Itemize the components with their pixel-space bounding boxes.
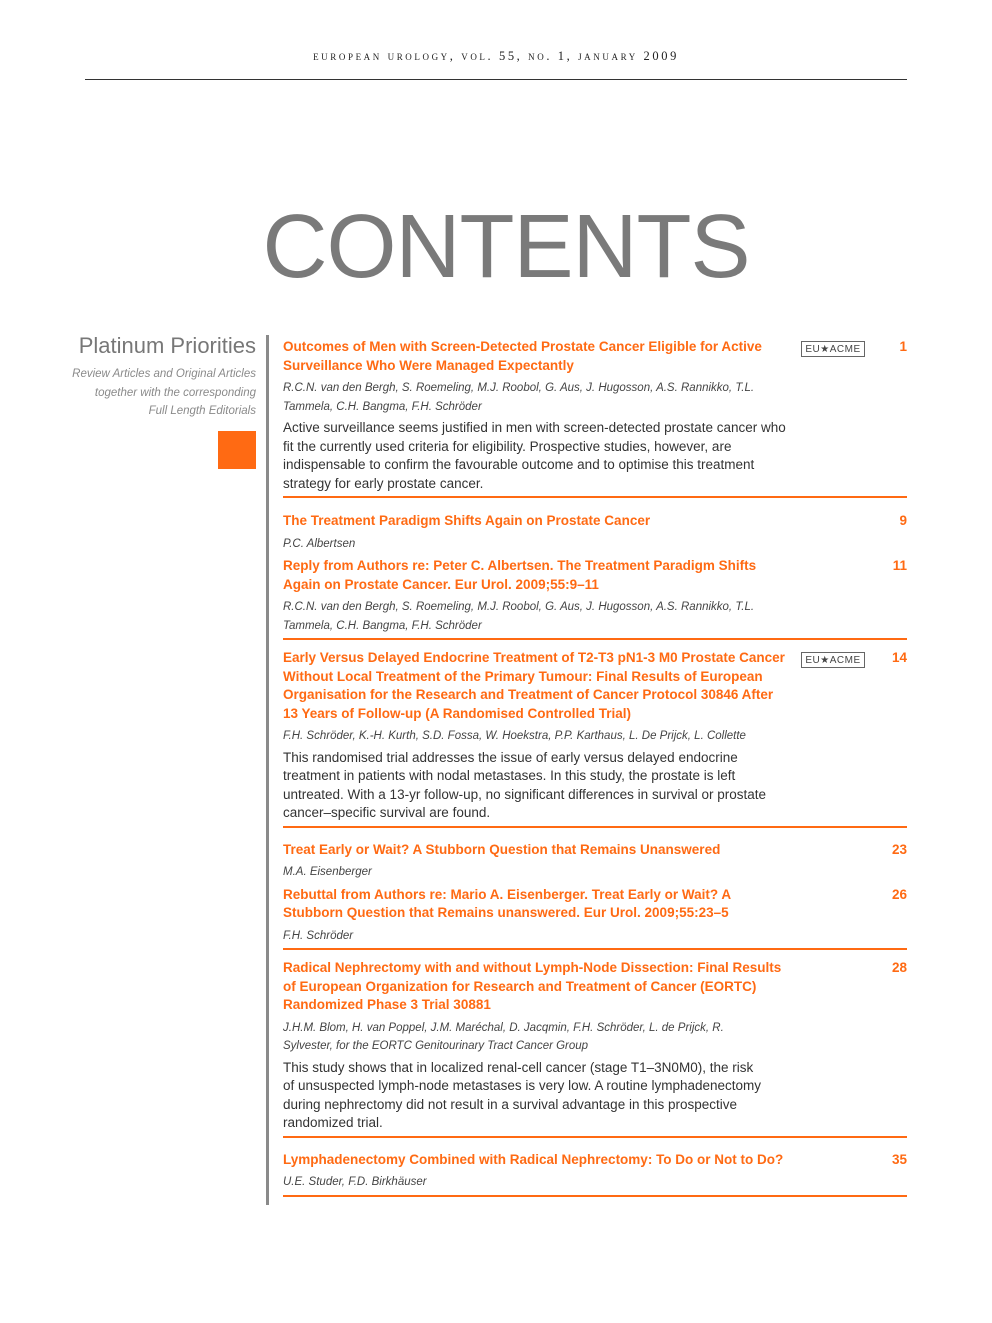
entry-authors: F.H. Schröder, K.-H. Kurth, S.D. Fossa, W. Hoekstra, P.P. Karthaus, L. De Prijck, L. Collette bbox=[283, 730, 746, 742]
entry-abstract: This randomised trial addresses the issue of early versus delayed endocrine treatment in patients with nodal metastases. In this study, the prostate is left untreated. With a 13-yr follow-up, no significant differences in survival or prostate cancer–specific survival are found. bbox=[283, 749, 766, 820]
entry-group bbox=[283, 1138, 907, 1197]
entry-authors: F.H. Schröder bbox=[283, 929, 354, 942]
entry-page-number[interactable]: 23 bbox=[891, 841, 907, 857]
entry-title[interactable]: The Treatment Paradigm Shifts Again on Prostate Cancer bbox=[283, 513, 651, 528]
section-divider-bar bbox=[266, 335, 269, 1205]
entry-authors: P.C. Albertsen bbox=[283, 537, 356, 550]
entry-authors: J.H.M. Blom, H. van Poppel, J.M. Maréchal, D. Jacqmin, F.H. Schröder, L. de Prijck, R. Sylvester, for the EORTC Genitourinary Tract Cancer Group bbox=[283, 1021, 724, 1052]
entry-authors: R.C.N. van den Bergh, S. Roemeling, M.J. Roobol, G. Aus, J. Hugosson, A.S. Rannikko, T.L. Tammela, C.H. Bangma, F.H. Schröder bbox=[283, 601, 755, 632]
section-title: Platinum Priorities bbox=[78, 333, 256, 358]
running-header: european urology, vol. 55, no. 1, january 2009 bbox=[313, 49, 679, 63]
entry-authors: M.A. Eisenberger bbox=[283, 866, 372, 878]
entry-title[interactable]: Lymphadenectomy Combined with Radical Nephrectomy: To Do or Not to Do? bbox=[283, 1151, 784, 1167]
section-desc-line: Review Articles and Original Articles bbox=[72, 368, 256, 380]
entry-title[interactable]: Rebuttal from Authors re: Mario A. Eisenberger. Treat Early or Wait? A Stubborn Question that Remains unanswered. Eur Urol. 2009;55:23–5 bbox=[283, 886, 731, 920]
section-desc-line: Full Length Editorials bbox=[148, 405, 256, 417]
entry-page-number[interactable]: 26 bbox=[891, 886, 907, 902]
section-description bbox=[50, 365, 256, 421]
entry-authors: U.E. Studer, F.D. Birkhäuser bbox=[283, 1176, 427, 1188]
entry-group bbox=[283, 828, 907, 951]
toc-entry[interactable] bbox=[283, 959, 907, 1133]
entry-abstract: This study shows that in localized renal-cell cancer (stage T1–3N0M0), the risk of unsuspected lymph-node metastases is very low. A routine lymphadenectomy during nephrectomy did not result in a survival advantage in this prospective randomized trial. bbox=[283, 1059, 762, 1130]
entry-title[interactable]: Radical Nephrectomy with and without Lymph-Node Dissection: Final Results of European Organization for Research and Treatment of Cancer (EORTC) Randomized Phase 3 Trial 30881 bbox=[283, 960, 782, 1012]
entry-page-number[interactable]: 14 bbox=[891, 650, 907, 665]
page-title: CONTENTS bbox=[262, 197, 750, 297]
toc-entry[interactable] bbox=[283, 512, 907, 553]
eu-acme-badge: EU★ACME bbox=[801, 652, 865, 668]
entry-page-number[interactable]: 28 bbox=[891, 960, 907, 975]
entry-title[interactable]: Outcomes of Men with Screen-Detected Prostate Cancer Eligible for Active Surveillance Who Were Managed Expectantly bbox=[283, 339, 762, 373]
section-panel bbox=[50, 333, 256, 469]
entry-title[interactable]: Early Versus Delayed Endocrine Treatment of T2-T3 pN1-3 M0 Prostate Cancer Without Local Treatment of the Primary Tumour: Final Results of European Organisation for the Research and Treatment of Cancer Protocol 30846 After 13 Years of Follow-up (A Randomised Controlled Trial) bbox=[283, 650, 785, 721]
entry-title[interactable]: Treat Early or Wait? A Stubborn Question that Remains Unanswered bbox=[283, 841, 721, 857]
toc-entry[interactable] bbox=[283, 338, 907, 493]
entry-authors: R.C.N. van den Bergh, S. Roemeling, M.J. Roobol, G. Aus, J. Hugosson, A.S. Rannikko, T.L. Tammela, C.H. Bangma, F.H. Schröder bbox=[283, 382, 755, 413]
entry-abstract: Active surveillance seems justified in men with screen-detected prostate cancer who fit the currently used criteria for eligibility. Prospective studies, however, are indispensable to confirm the favourable outcome and to optimise this treatment strategy for early prostate cancer. bbox=[283, 420, 786, 491]
toc-entry[interactable] bbox=[283, 557, 907, 635]
toc-entry[interactable] bbox=[283, 841, 907, 882]
toc-entry[interactable] bbox=[283, 649, 907, 823]
entry-title[interactable]: Reply from Authors re: Peter C. Albertsen. The Treatment Paradigm Shifts Again on Prostate Cancer. Eur Urol. 2009;55:9–11 bbox=[283, 558, 757, 592]
toc-entry[interactable] bbox=[283, 886, 907, 946]
contents-list bbox=[283, 334, 907, 1197]
entry-group bbox=[283, 498, 907, 640]
eu-acme-badge: EU★ACME bbox=[801, 341, 865, 357]
entry-page-number[interactable]: 1 bbox=[899, 339, 907, 354]
section-desc-line: together with the corresponding bbox=[94, 386, 256, 399]
entry-group bbox=[283, 334, 907, 498]
entry-group bbox=[283, 950, 907, 1138]
entry-group bbox=[283, 640, 907, 828]
toc-entry[interactable] bbox=[283, 1151, 907, 1192]
section-color-marker bbox=[218, 431, 256, 469]
entry-page-number[interactable]: 35 bbox=[891, 1151, 907, 1167]
entry-page-number[interactable]: 9 bbox=[899, 513, 907, 528]
header-rule bbox=[85, 79, 907, 80]
entry-page-number[interactable]: 11 bbox=[892, 558, 907, 573]
